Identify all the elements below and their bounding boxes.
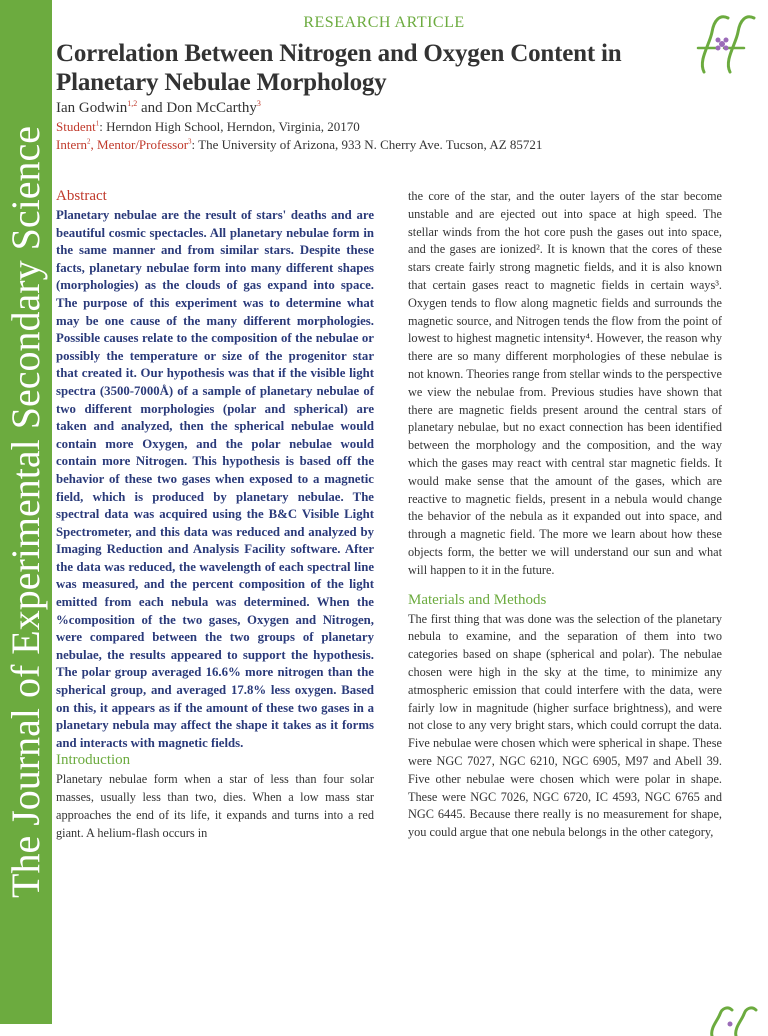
introduction-text-part1: Planetary nebulae form when a star of less than four solar masses, usually less than two, dies. When a low mass star approaches the end of its life, it expands and turns into a red giant. A helium-flash occurs in: [56, 772, 374, 840]
introduction-text-part2: the core of the star, and the outer layers of the star become unstable and are ejected out into space at high speed. The stellar winds from the hot core push the gases out into space, and the gases are ionized². It is known that the cores of these stars create fairly strong magnetic fields, and it is also known that certain gases react to magnetic fields in certain ways³. Oxygen tends to flow along magnetic fields and surrounds the magnetic source, and Nitrogen tends the flow from the point of lowest to highest magnetic intensity⁴. However, the reason why there are so many different morphologies of these nebulae is not known. Theories range from stellar winds to the perspective we view the nebulae from. Previous studies have shown that there are magnetic fields present around the central stars of planetary nebulae, but no exact connection has been identified between the morphology and the composition, and the way which the gases may react with central star magnetic fields. It would make sense that the amount of the gases, which are reactive to magnetic fields, present in a nebula would change the behavior of the nebula as it expanded out into space, and through a magnetic field. The more we learn about how these objects form, the better we will understand our sun and what will happen to it in the future.: [408, 189, 722, 577]
journal-sidebar: [0, 0, 52, 1024]
article-title: Correlation Between Nitrogen and Oxygen Content in Planetary Nebulae Morphology: [56, 40, 622, 96]
author-name: Don McCarthy: [166, 100, 257, 116]
author-affiliation-marker: 1,2: [127, 99, 138, 108]
article-category: RESEARCH ARTICLE: [303, 14, 465, 31]
footer-logo-icon: [700, 1006, 760, 1036]
affiliation-separator: ,: [90, 137, 98, 152]
affiliation-text: : Herndon High School, Herndon, Virginia, 20170: [99, 119, 360, 134]
affiliation-role: Mentor/Professor: [97, 137, 189, 152]
abstract-heading: Abstract: [56, 188, 107, 204]
affiliation-marker: 1: [95, 119, 100, 128]
affiliation-marker: 3: [188, 137, 192, 146]
right-column: [408, 188, 722, 842]
author-name: Ian Godwin: [56, 100, 128, 116]
affiliation-text: : The University of Arizona, 933 N. Cherry Ave. Tucson, AZ 85721: [191, 137, 543, 152]
methods-text: The first thing that was done was the selection of the planetary nebula to examine, and the separation of them into two categories based on shape (spherical and polar). The nebulae chosen were high in the sky at the time, to minimize any atmospheric emission that could interfere with the data, were fairly low in magnitude (higher surface brightness), and were not close to any very bright stars, which could corrupt the data. Five nebulae were chosen which were spherical in shape. These were NGC 7027, NGC 6210, NGC 6905, M97 and Abell 39. Five other nebulae were chosen which were polar in shape. These were NGC 7026, NGC 6720, IC 4593, NGC 6765 and NGC 6445. Because there really is no measurement for shape, you could argue that one nebula belongs in the other category,: [408, 611, 722, 840]
affiliation-role: Student: [56, 119, 96, 134]
affiliation-line: [56, 137, 542, 153]
affiliation-role: Intern: [56, 137, 88, 152]
left-column: [56, 188, 374, 843]
introduction-heading: Introduction: [56, 752, 131, 769]
affiliation-marker: 2: [87, 137, 91, 146]
author-affiliation-marker: 3: [256, 99, 261, 108]
methods-heading: Materials and Methods: [408, 591, 547, 608]
affiliation-line: [56, 119, 360, 135]
author-line: [56, 99, 261, 117]
journal-logo-icon: [690, 10, 758, 80]
journal-title: The Journal of Experimental Secondary Science: [3, 126, 48, 898]
abstract-text: Planetary nebulae are the result of stars' deaths and are beautiful cosmic spectacles. All planetary nebulae form in the same manner and from similar stars. Despite these facts, planetary nebulae form into many different shapes (morphologies) as the clouds of gas expand into space. The purpose of this experiment was to determine what may be one cause of the many different morphologies. Possible causes relate to the composition of the nebulae or possibly the temperature or size of the progenitor star that created it. Our hypothesis was that if the visible light spectra (3500-7000Å) of a sample of planetary nebulae of two different morphologies (polar and spherical) are taken and analyzed, then the spherical nebulae would contain more Oxygen, and the polar nebulae would contain more Nitrogen. This hypothesis is based off the behavior of these two gases when exposed to a magnetic field, which is produced by planetary nebulae. The spectral data was acquired using the B&C Visible Light Spectrometer, and this data was reduced and analyzed by Imaging Reduction and Analysis Facility software. After the data was reduced, the wavelength of each spectral line was measured, and the percent composition of the light emitted from each nebula was determined. When the %composition of the two gases, Oxygen and Nitrogen, were compared between the two groups of planetary nebulae, the results appeared to support the hypothesis. The polar group averaged 16.6% more nitrogen than the spherical group, and averaged 17.8% less oxygen. Based on this, it appears as if the amount of these two gases in a planetary nebula may affect the shape it takes as it forms and interacts with magnetic fields.: [56, 208, 374, 750]
section-gap: [408, 580, 722, 592]
author-joiner: and: [137, 100, 167, 116]
